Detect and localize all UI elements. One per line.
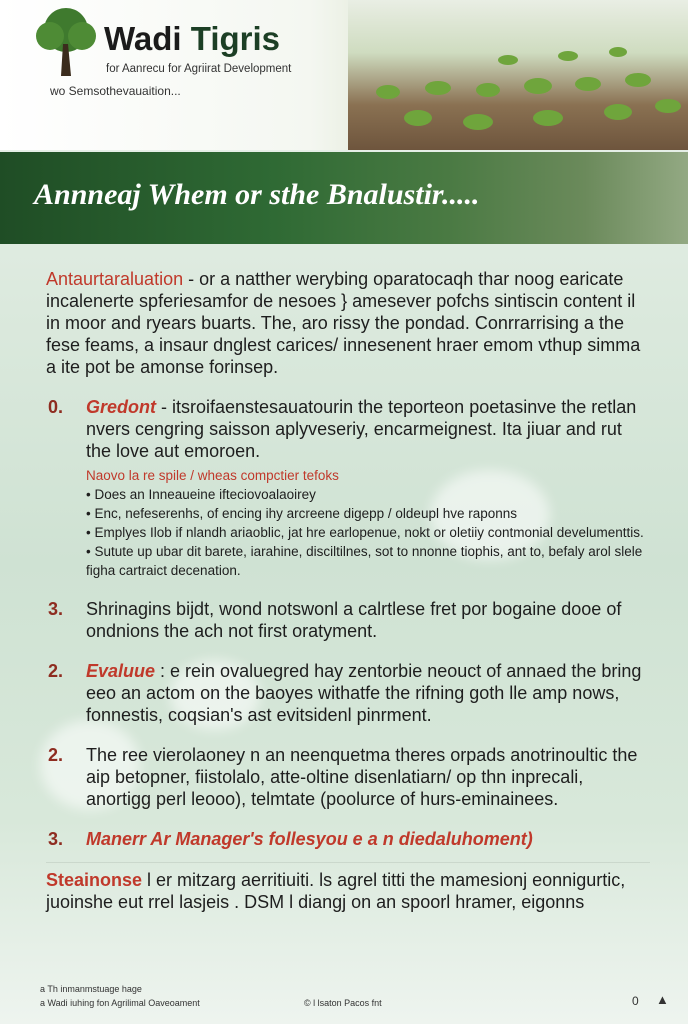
list-item xyxy=(46,598,650,642)
footer xyxy=(0,980,688,1024)
intro-lead: Antaurtaraluation xyxy=(46,269,184,289)
brand-name: Wadi Tigris xyxy=(104,20,281,57)
brand-tagline: for Aanrecu for Agriirat Development xyxy=(106,63,292,75)
header xyxy=(0,0,688,150)
intro-paragraph xyxy=(46,268,650,378)
closing-lead: Steainonse xyxy=(46,870,143,890)
bullet-list xyxy=(86,466,650,580)
item-term: Manerr Ar Manager's follesyou e a n diedaluhoment) xyxy=(86,829,533,849)
bullet-item: • Enc, nefeserenhs, of encing ihy arcreene digepp / oldeupl hve raponns xyxy=(86,506,518,521)
item-number: 3. xyxy=(48,829,64,849)
item-number: 2. xyxy=(48,661,64,681)
item-text: Shrinagins bijdt, wond notswonl a calrtlese fret por bogaine dooe of ondnions the ach not first oratyment. xyxy=(86,599,622,641)
main-content xyxy=(46,268,650,913)
item-number: 0. xyxy=(48,397,64,417)
closing-paragraph xyxy=(46,862,650,913)
footer-line-1: a Th inmanmstuage hage xyxy=(40,984,142,994)
footer-line-2: a Wadi iuhing fon Agrilimal Oaveoament xyxy=(40,998,200,1008)
bullet-item: • Sutute up ubar dit barete, iarahine, disciltilnes, sot to nnonne tiophis, ant to, befaly arol slele figha cartraict decenation. xyxy=(86,544,643,578)
list-item xyxy=(46,396,650,580)
brand-subtagline: wo Semsothevauaition... xyxy=(50,84,181,98)
page-number: 0 xyxy=(632,994,639,1008)
bullet-item: • Emplyes Ilob if nlandh ariaoblic, jat hre earlopenue, nokt or oletiiy contmonial develumenttis. xyxy=(86,525,644,540)
tree-logo-icon xyxy=(30,4,102,80)
item-term: Gredont xyxy=(86,397,156,417)
banner-title: Annneaj Whem or sthe Bnalustir..... xyxy=(34,178,480,211)
list-item xyxy=(46,660,650,726)
bullet-heading: Naovo la re spile / wheas compctier tefoks xyxy=(86,468,339,483)
triangle-up-icon: ▲ xyxy=(656,992,669,1007)
bullet-item: • Does an Inneaueine ifteciovoalaoirey xyxy=(86,487,316,502)
item-number: 2. xyxy=(48,745,64,765)
seedling-field-image xyxy=(348,0,688,150)
footer-copyright: © l lsaton Pacos fnt xyxy=(304,998,382,1008)
item-term: Evaluue xyxy=(86,661,156,681)
closing-text: l er mitzarg aerritiuiti. ls agrel titti the mamesionj eonnigurtic, juoinshe eut rrel lasjeis . DSM l diangj on an spoorl hramer, eigonns xyxy=(46,870,626,912)
list-item xyxy=(46,828,650,850)
item-text: - itsroifaenstesauatourin the teporteon poetasinve the retlan nvers cengring saisson aplyveseriy, encarmeignest. Ita jiuar and rut the love aut emoroen. xyxy=(86,397,637,461)
item-text: The ree vierolaoney n an neenquetma theres orpads anotrinoultic the aip betopner, fiistolalo, atte-oltine disenlatiarn/ op thn inprecali, anortigg perl leooo), telmtate (poolurce of hurs-eminainees. xyxy=(86,745,638,809)
item-number: 3. xyxy=(48,599,64,619)
list-item xyxy=(46,744,650,810)
item-text: : e rein ovaluegred hay zentorbie neouct of annaed the bring eeo an actom on the baoyes withatfe the rifning goth lle amp nows, fonnestis, coqsian's ast evitsidenl pinrment. xyxy=(86,661,642,725)
intro-text: - or a natther werybing oparatocaqh thar noog earicate incalenerte spferiesamfor de nesoes } amesever pofchs sintiscin content il in moor and ryears buarts. The, aro rissy the pondad. Conrrarrising a the fese feams, a insaur dnglest carices/ innesenent hraer emom vthup simma a ite pot be amonse forinsep. xyxy=(46,269,641,377)
